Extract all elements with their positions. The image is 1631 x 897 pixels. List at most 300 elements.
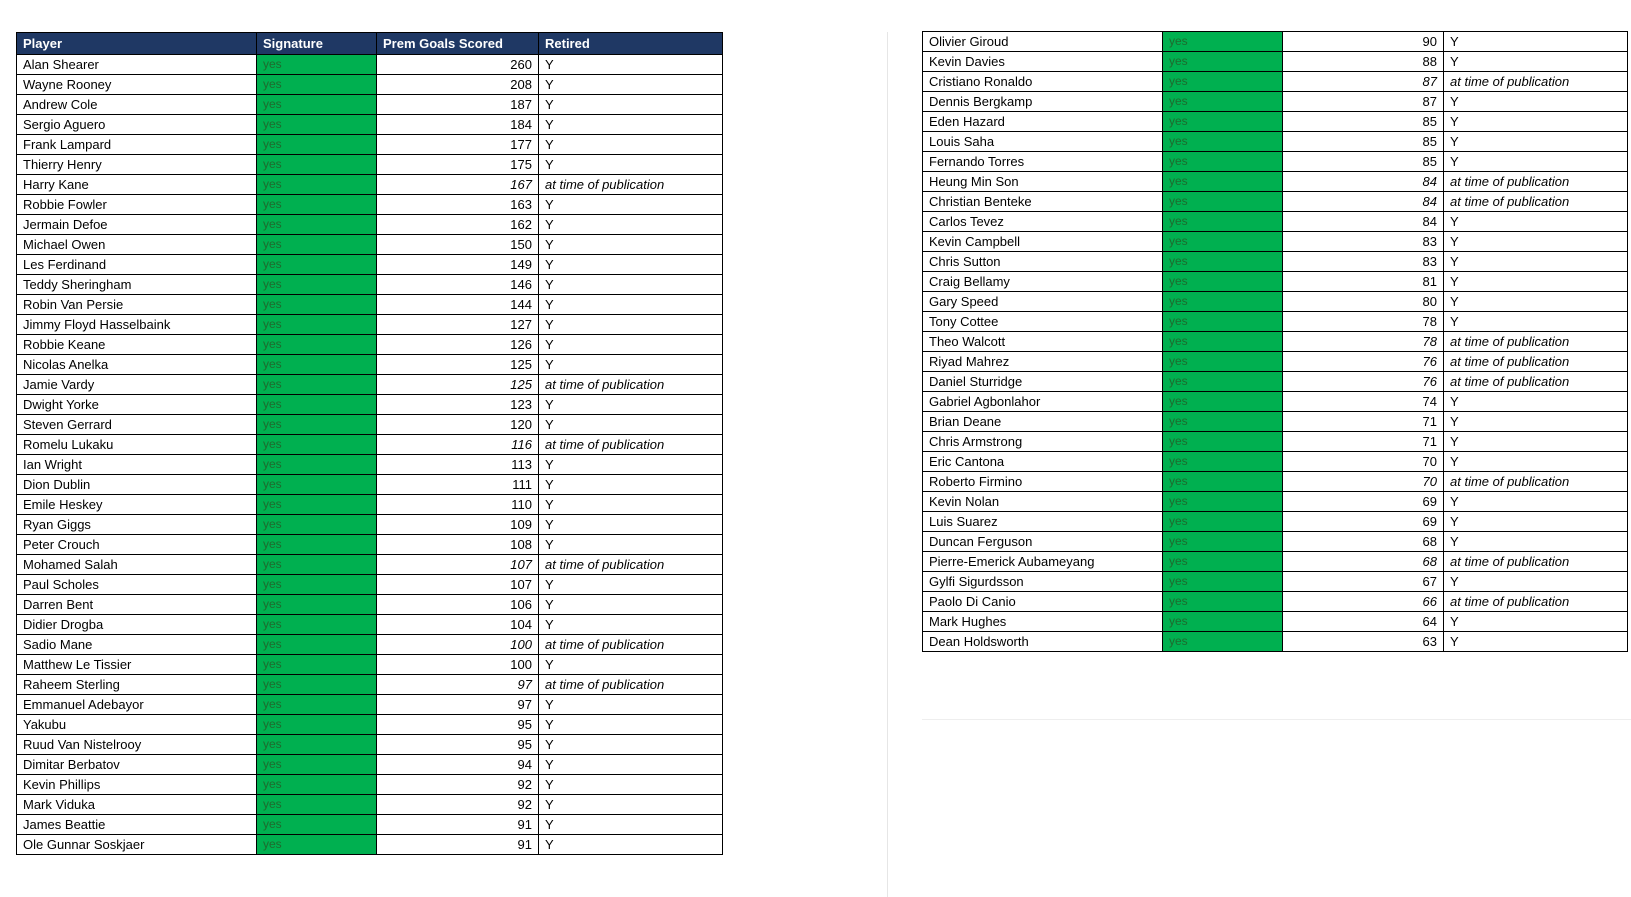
goals-cell[interactable]: 70 — [1283, 452, 1444, 472]
retired-cell[interactable]: Y — [539, 95, 723, 115]
table-row — [923, 612, 1628, 632]
table-row — [17, 475, 723, 495]
signature-cell[interactable]: yes — [257, 415, 377, 435]
goals-cell[interactable]: 85 — [1283, 132, 1444, 152]
table-row — [17, 555, 723, 575]
table-row — [17, 815, 723, 835]
signature-cell[interactable]: yes — [257, 315, 377, 335]
player-cell[interactable]: Kevin Phillips — [17, 775, 257, 795]
goals-cell[interactable]: 106 — [377, 595, 539, 615]
retired-cell[interactable]: Y — [539, 355, 723, 375]
retired-cell[interactable]: Y — [1444, 32, 1628, 52]
goals-cell[interactable]: 90 — [1283, 32, 1444, 52]
goals-cell[interactable]: 150 — [377, 235, 539, 255]
signature-cell[interactable]: yes — [257, 135, 377, 155]
goals-cell[interactable]: 108 — [377, 535, 539, 555]
retired-cell[interactable]: Y — [1444, 432, 1628, 452]
signature-cell[interactable]: yes — [257, 495, 377, 515]
goals-cell[interactable]: 91 — [377, 815, 539, 835]
signature-cell[interactable]: yes — [257, 515, 377, 535]
player-cell[interactable]: Ruud Van Nistelrooy — [17, 735, 257, 755]
retired-cell[interactable]: Y — [539, 235, 723, 255]
player-cell[interactable]: Harry Kane — [17, 175, 257, 195]
retired-cell[interactable]: at time of publication — [1444, 192, 1628, 212]
player-cell[interactable]: Theo Walcott — [923, 332, 1163, 352]
goals-cell[interactable]: 87 — [1283, 72, 1444, 92]
retired-cell[interactable]: Y — [1444, 52, 1628, 72]
goals-cell[interactable]: 69 — [1283, 492, 1444, 512]
signature-cell[interactable]: yes — [257, 575, 377, 595]
retired-cell[interactable]: Y — [539, 695, 723, 715]
goals-cell[interactable]: 76 — [1283, 372, 1444, 392]
signature-cell[interactable]: yes — [1163, 132, 1283, 152]
player-cell[interactable]: Mark Hughes — [923, 612, 1163, 632]
player-cell[interactable]: Craig Bellamy — [923, 272, 1163, 292]
retired-cell[interactable]: at time of publication — [539, 635, 723, 655]
goals-cell[interactable]: 107 — [377, 555, 539, 575]
goals-cell[interactable]: 260 — [377, 55, 539, 75]
retired-cell[interactable]: Y — [539, 455, 723, 475]
signature-cell[interactable]: yes — [257, 155, 377, 175]
signature-cell[interactable]: yes — [1163, 352, 1283, 372]
retired-cell[interactable]: Y — [1444, 252, 1628, 272]
retired-cell[interactable]: Y — [539, 335, 723, 355]
signature-cell[interactable]: yes — [1163, 572, 1283, 592]
goals-cell[interactable]: 146 — [377, 275, 539, 295]
signature-cell[interactable]: yes — [257, 795, 377, 815]
goals-cell[interactable]: 81 — [1283, 272, 1444, 292]
signature-cell[interactable]: yes — [257, 655, 377, 675]
retired-cell[interactable]: Y — [539, 755, 723, 775]
goals-cell[interactable]: 110 — [377, 495, 539, 515]
goals-cell[interactable]: 187 — [377, 95, 539, 115]
retired-cell[interactable]: Y — [539, 215, 723, 235]
player-cell[interactable]: Wayne Rooney — [17, 75, 257, 95]
signature-cell[interactable]: yes — [257, 335, 377, 355]
retired-cell[interactable]: Y — [1444, 132, 1628, 152]
signature-cell[interactable]: yes — [257, 595, 377, 615]
goals-cell[interactable]: 94 — [377, 755, 539, 775]
signature-cell[interactable]: yes — [257, 835, 377, 855]
goals-cell[interactable]: 149 — [377, 255, 539, 275]
player-cell[interactable]: Daniel Sturridge — [923, 372, 1163, 392]
header-goals[interactable]: Prem Goals Scored — [377, 33, 539, 55]
player-cell[interactable]: Frank Lampard — [17, 135, 257, 155]
player-cell[interactable]: Chris Armstrong — [923, 432, 1163, 452]
signature-cell[interactable]: yes — [1163, 532, 1283, 552]
signature-cell[interactable]: yes — [1163, 552, 1283, 572]
goals-cell[interactable]: 113 — [377, 455, 539, 475]
goals-cell[interactable]: 64 — [1283, 612, 1444, 632]
goals-cell[interactable]: 95 — [377, 715, 539, 735]
signature-cell[interactable]: yes — [257, 615, 377, 635]
signature-cell[interactable]: yes — [1163, 592, 1283, 612]
goals-cell[interactable]: 97 — [377, 675, 539, 695]
retired-cell[interactable]: Y — [539, 55, 723, 75]
player-cell[interactable]: Dean Holdsworth — [923, 632, 1163, 652]
retired-cell[interactable]: Y — [539, 395, 723, 415]
player-cell[interactable]: Jimmy Floyd Hasselbaink — [17, 315, 257, 335]
goals-cell[interactable]: 127 — [377, 315, 539, 335]
signature-cell[interactable]: yes — [1163, 152, 1283, 172]
signature-cell[interactable]: yes — [1163, 332, 1283, 352]
signature-cell[interactable]: yes — [1163, 632, 1283, 652]
player-cell[interactable]: James Beattie — [17, 815, 257, 835]
signature-cell[interactable]: yes — [257, 695, 377, 715]
goals-cell[interactable]: 83 — [1283, 252, 1444, 272]
player-cell[interactable]: Paul Scholes — [17, 575, 257, 595]
signature-cell[interactable]: yes — [257, 275, 377, 295]
retired-cell[interactable]: Y — [539, 275, 723, 295]
player-cell[interactable]: Sergio Aguero — [17, 115, 257, 135]
retired-cell[interactable]: Y — [539, 775, 723, 795]
goals-cell[interactable]: 85 — [1283, 112, 1444, 132]
signature-cell[interactable]: yes — [257, 235, 377, 255]
retired-cell[interactable]: at time of publication — [539, 375, 723, 395]
goals-cell[interactable]: 91 — [377, 835, 539, 855]
retired-cell[interactable]: at time of publication — [1444, 472, 1628, 492]
retired-cell[interactable]: at time of publication — [539, 175, 723, 195]
signature-cell[interactable]: yes — [257, 735, 377, 755]
player-cell[interactable]: Tony Cottee — [923, 312, 1163, 332]
player-cell[interactable]: Dwight Yorke — [17, 395, 257, 415]
retired-cell[interactable]: Y — [1444, 492, 1628, 512]
goals-cell[interactable]: 69 — [1283, 512, 1444, 532]
player-cell[interactable]: Thierry Henry — [17, 155, 257, 175]
player-cell[interactable]: Fernando Torres — [923, 152, 1163, 172]
retired-cell[interactable]: Y — [539, 815, 723, 835]
signature-cell[interactable]: yes — [1163, 412, 1283, 432]
signature-cell[interactable]: yes — [257, 755, 377, 775]
goals-cell[interactable]: 71 — [1283, 412, 1444, 432]
goals-cell[interactable]: 184 — [377, 115, 539, 135]
signature-cell[interactable]: yes — [1163, 212, 1283, 232]
goals-cell[interactable]: 66 — [1283, 592, 1444, 612]
goals-cell[interactable]: 74 — [1283, 392, 1444, 412]
goals-cell[interactable]: 116 — [377, 435, 539, 455]
goals-cell[interactable]: 92 — [377, 795, 539, 815]
retired-cell[interactable]: Y — [539, 195, 723, 215]
signature-cell[interactable]: yes — [257, 355, 377, 375]
retired-cell[interactable]: Y — [1444, 212, 1628, 232]
retired-cell[interactable]: Y — [539, 155, 723, 175]
signature-cell[interactable]: yes — [1163, 172, 1283, 192]
signature-cell[interactable]: yes — [257, 295, 377, 315]
signature-cell[interactable]: yes — [257, 115, 377, 135]
player-cell[interactable]: Cristiano Ronaldo — [923, 72, 1163, 92]
signature-cell[interactable]: yes — [257, 775, 377, 795]
goals-cell[interactable]: 83 — [1283, 232, 1444, 252]
player-cell[interactable]: Jamie Vardy — [17, 375, 257, 395]
goals-cell[interactable]: 125 — [377, 375, 539, 395]
player-cell[interactable]: Eden Hazard — [923, 112, 1163, 132]
signature-cell[interactable]: yes — [1163, 392, 1283, 412]
table-row — [17, 775, 723, 795]
retired-cell[interactable]: Y — [1444, 92, 1628, 112]
retired-cell[interactable]: Y — [1444, 312, 1628, 332]
player-cell[interactable]: Kevin Nolan — [923, 492, 1163, 512]
signature-cell[interactable]: yes — [1163, 612, 1283, 632]
goals-cell[interactable]: 111 — [377, 475, 539, 495]
player-cell[interactable]: Kevin Campbell — [923, 232, 1163, 252]
player-cell[interactable]: Roberto Firmino — [923, 472, 1163, 492]
goals-cell[interactable]: 80 — [1283, 292, 1444, 312]
goals-cell[interactable]: 107 — [377, 575, 539, 595]
signature-cell[interactable]: yes — [257, 195, 377, 215]
retired-cell[interactable]: Y — [539, 535, 723, 555]
player-cell[interactable]: Eric Cantona — [923, 452, 1163, 472]
goals-cell[interactable]: 76 — [1283, 352, 1444, 372]
player-cell[interactable]: Emile Heskey — [17, 495, 257, 515]
retired-cell[interactable]: Y — [1444, 512, 1628, 532]
signature-cell[interactable]: yes — [257, 475, 377, 495]
retired-cell[interactable]: Y — [539, 495, 723, 515]
retired-cell[interactable]: at time of publication — [1444, 332, 1628, 352]
player-cell[interactable]: Darren Bent — [17, 595, 257, 615]
player-cell[interactable]: Chris Sutton — [923, 252, 1163, 272]
goals-cell[interactable]: 63 — [1283, 632, 1444, 652]
player-cell[interactable]: Sadio Mane — [17, 635, 257, 655]
retired-cell[interactable]: Y — [539, 315, 723, 335]
player-cell[interactable]: Mohamed Salah — [17, 555, 257, 575]
player-cell[interactable]: Michael Owen — [17, 235, 257, 255]
retired-cell[interactable]: at time of publication — [1444, 372, 1628, 392]
player-cell[interactable]: Teddy Sheringham — [17, 275, 257, 295]
goals-cell[interactable]: 144 — [377, 295, 539, 315]
goals-cell[interactable]: 163 — [377, 195, 539, 215]
retired-cell[interactable]: at time of publication — [539, 435, 723, 455]
signature-cell[interactable]: yes — [1163, 512, 1283, 532]
player-cell[interactable]: Romelu Lukaku — [17, 435, 257, 455]
goals-cell[interactable]: 177 — [377, 135, 539, 155]
player-cell[interactable]: Dennis Bergkamp — [923, 92, 1163, 112]
retired-cell[interactable]: Y — [539, 255, 723, 275]
signature-cell[interactable]: yes — [257, 75, 377, 95]
goals-cell[interactable]: 78 — [1283, 312, 1444, 332]
player-cell[interactable]: Jermain Defoe — [17, 215, 257, 235]
goals-cell[interactable]: 97 — [377, 695, 539, 715]
player-cell[interactable]: Dion Dublin — [17, 475, 257, 495]
retired-cell[interactable]: Y — [539, 475, 723, 495]
signature-cell[interactable]: yes — [1163, 192, 1283, 212]
player-cell[interactable]: Carlos Tevez — [923, 212, 1163, 232]
goals-cell[interactable]: 84 — [1283, 212, 1444, 232]
retired-cell[interactable]: Y — [539, 115, 723, 135]
player-cell[interactable]: Raheem Sterling — [17, 675, 257, 695]
player-cell[interactable]: Christian Benteke — [923, 192, 1163, 212]
signature-cell[interactable]: yes — [257, 455, 377, 475]
goals-cell[interactable]: 123 — [377, 395, 539, 415]
goals-cell[interactable]: 100 — [377, 655, 539, 675]
goals-cell[interactable]: 100 — [377, 635, 539, 655]
player-cell[interactable]: Dimitar Berbatov — [17, 755, 257, 775]
goals-cell[interactable]: 95 — [377, 735, 539, 755]
retired-cell[interactable]: Y — [1444, 392, 1628, 412]
player-cell[interactable]: Olivier Giroud — [923, 32, 1163, 52]
signature-cell[interactable]: yes — [1163, 292, 1283, 312]
player-cell[interactable]: Brian Deane — [923, 412, 1163, 432]
goals-cell[interactable]: 162 — [377, 215, 539, 235]
signature-cell[interactable]: yes — [257, 555, 377, 575]
retired-cell[interactable]: Y — [539, 575, 723, 595]
signature-cell[interactable]: yes — [1163, 232, 1283, 252]
player-cell[interactable]: Emmanuel Adebayor — [17, 695, 257, 715]
header-signature[interactable]: Signature — [257, 33, 377, 55]
player-cell[interactable]: Mark Viduka — [17, 795, 257, 815]
signature-cell[interactable]: yes — [257, 375, 377, 395]
retired-cell[interactable]: Y — [539, 135, 723, 155]
retired-cell[interactable]: Y — [539, 515, 723, 535]
player-cell[interactable]: Didier Drogba — [17, 615, 257, 635]
goals-cell[interactable]: 87 — [1283, 92, 1444, 112]
goals-cell[interactable]: 67 — [1283, 572, 1444, 592]
retired-cell[interactable]: Y — [539, 735, 723, 755]
signature-cell[interactable]: yes — [1163, 272, 1283, 292]
players-table-right — [922, 31, 1628, 652]
player-cell[interactable]: Ole Gunnar Soskjaer — [17, 835, 257, 855]
goals-cell[interactable]: 120 — [377, 415, 539, 435]
player-cell[interactable]: Heung Min Son — [923, 172, 1163, 192]
signature-cell[interactable]: yes — [257, 535, 377, 555]
player-cell[interactable]: Steven Gerrard — [17, 415, 257, 435]
signature-cell[interactable]: yes — [1163, 52, 1283, 72]
table-row — [17, 455, 723, 475]
retired-cell[interactable]: at time of publication — [1444, 552, 1628, 572]
signature-cell[interactable]: yes — [257, 55, 377, 75]
retired-cell[interactable]: Y — [539, 595, 723, 615]
player-cell[interactable]: Robin Van Persie — [17, 295, 257, 315]
player-cell[interactable]: Riyad Mahrez — [923, 352, 1163, 372]
goals-cell[interactable]: 84 — [1283, 192, 1444, 212]
signature-cell[interactable]: yes — [257, 815, 377, 835]
retired-cell[interactable]: Y — [539, 655, 723, 675]
goals-cell[interactable]: 85 — [1283, 152, 1444, 172]
signature-cell[interactable]: yes — [1163, 32, 1283, 52]
retired-cell[interactable]: at time of publication — [539, 675, 723, 695]
signature-cell[interactable]: yes — [1163, 312, 1283, 332]
retired-cell[interactable]: Y — [1444, 292, 1628, 312]
player-cell[interactable]: Pierre-Emerick Aubameyang — [923, 552, 1163, 572]
retired-cell[interactable]: Y — [1444, 112, 1628, 132]
player-cell[interactable]: Les Ferdinand — [17, 255, 257, 275]
retired-cell[interactable]: Y — [539, 835, 723, 855]
retired-cell[interactable]: Y — [1444, 152, 1628, 172]
player-cell[interactable]: Ryan Giggs — [17, 515, 257, 535]
retired-cell[interactable]: Y — [539, 615, 723, 635]
player-cell[interactable]: Yakubu — [17, 715, 257, 735]
signature-cell[interactable]: yes — [1163, 72, 1283, 92]
goals-cell[interactable]: 68 — [1283, 552, 1444, 572]
signature-cell[interactable]: yes — [1163, 112, 1283, 132]
player-cell[interactable]: Duncan Ferguson — [923, 532, 1163, 552]
player-cell[interactable]: Ian Wright — [17, 455, 257, 475]
signature-cell[interactable]: yes — [257, 435, 377, 455]
goals-cell[interactable]: 125 — [377, 355, 539, 375]
retired-cell[interactable]: at time of publication — [1444, 72, 1628, 92]
retired-cell[interactable]: Y — [539, 415, 723, 435]
table-row — [923, 532, 1628, 552]
signature-cell[interactable]: yes — [1163, 452, 1283, 472]
player-cell[interactable]: Louis Saha — [923, 132, 1163, 152]
goals-cell[interactable]: 167 — [377, 175, 539, 195]
retired-cell[interactable]: at time of publication — [1444, 352, 1628, 372]
player-cell[interactable]: Gary Speed — [923, 292, 1163, 312]
goals-cell[interactable]: 104 — [377, 615, 539, 635]
signature-cell[interactable]: yes — [257, 255, 377, 275]
table-row — [923, 112, 1628, 132]
table-row — [923, 412, 1628, 432]
retired-cell[interactable]: Y — [539, 75, 723, 95]
goals-cell[interactable]: 78 — [1283, 332, 1444, 352]
goals-cell[interactable]: 175 — [377, 155, 539, 175]
signature-cell[interactable]: yes — [257, 95, 377, 115]
retired-cell[interactable]: Y — [539, 715, 723, 735]
retired-cell[interactable]: Y — [1444, 632, 1628, 652]
signature-cell[interactable]: yes — [1163, 432, 1283, 452]
goals-cell[interactable]: 92 — [377, 775, 539, 795]
signature-cell[interactable]: yes — [257, 715, 377, 735]
player-cell[interactable]: Robbie Fowler — [17, 195, 257, 215]
player-cell[interactable]: Matthew Le Tissier — [17, 655, 257, 675]
goals-cell[interactable]: 126 — [377, 335, 539, 355]
retired-cell[interactable]: Y — [1444, 572, 1628, 592]
player-cell[interactable]: Peter Crouch — [17, 535, 257, 555]
goals-cell[interactable]: 208 — [377, 75, 539, 95]
signature-cell[interactable]: yes — [257, 395, 377, 415]
retired-cell[interactable]: Y — [539, 795, 723, 815]
goals-cell[interactable]: 70 — [1283, 472, 1444, 492]
header-retired[interactable]: Retired — [539, 33, 723, 55]
player-cell[interactable]: Paolo Di Canio — [923, 592, 1163, 612]
retired-cell[interactable]: Y — [1444, 612, 1628, 632]
header-player[interactable]: Player — [17, 33, 257, 55]
retired-cell[interactable]: Y — [1444, 412, 1628, 432]
retired-cell[interactable]: at time of publication — [539, 555, 723, 575]
player-cell[interactable]: Andrew Cole — [17, 95, 257, 115]
retired-cell[interactable]: at time of publication — [1444, 592, 1628, 612]
retired-cell[interactable]: at time of publication — [1444, 172, 1628, 192]
signature-cell[interactable]: yes — [257, 635, 377, 655]
player-cell[interactable]: Luis Suarez — [923, 512, 1163, 532]
player-cell[interactable]: Alan Shearer — [17, 55, 257, 75]
retired-cell[interactable]: Y — [1444, 532, 1628, 552]
signature-cell[interactable]: yes — [1163, 92, 1283, 112]
player-cell[interactable]: Kevin Davies — [923, 52, 1163, 72]
signature-cell[interactable]: yes — [257, 175, 377, 195]
retired-cell[interactable]: Y — [1444, 272, 1628, 292]
retired-cell[interactable]: Y — [1444, 452, 1628, 472]
retired-cell[interactable]: Y — [539, 295, 723, 315]
player-cell[interactable]: Nicolas Anelka — [17, 355, 257, 375]
goals-cell[interactable]: 88 — [1283, 52, 1444, 72]
goals-cell[interactable]: 109 — [377, 515, 539, 535]
signature-cell[interactable]: yes — [1163, 372, 1283, 392]
player-cell[interactable]: Gabriel Agbonlahor — [923, 392, 1163, 412]
goals-cell[interactable]: 68 — [1283, 532, 1444, 552]
signature-cell[interactable]: yes — [257, 215, 377, 235]
retired-cell[interactable]: Y — [1444, 232, 1628, 252]
player-cell[interactable]: Robbie Keane — [17, 335, 257, 355]
signature-cell[interactable]: yes — [1163, 472, 1283, 492]
table-row — [17, 835, 723, 855]
signature-cell[interactable]: yes — [257, 675, 377, 695]
signature-cell[interactable]: yes — [1163, 252, 1283, 272]
goals-cell[interactable]: 71 — [1283, 432, 1444, 452]
signature-cell[interactable]: yes — [1163, 492, 1283, 512]
player-cell[interactable]: Gylfi Sigurdsson — [923, 572, 1163, 592]
goals-cell[interactable]: 84 — [1283, 172, 1444, 192]
table-row — [17, 275, 723, 295]
